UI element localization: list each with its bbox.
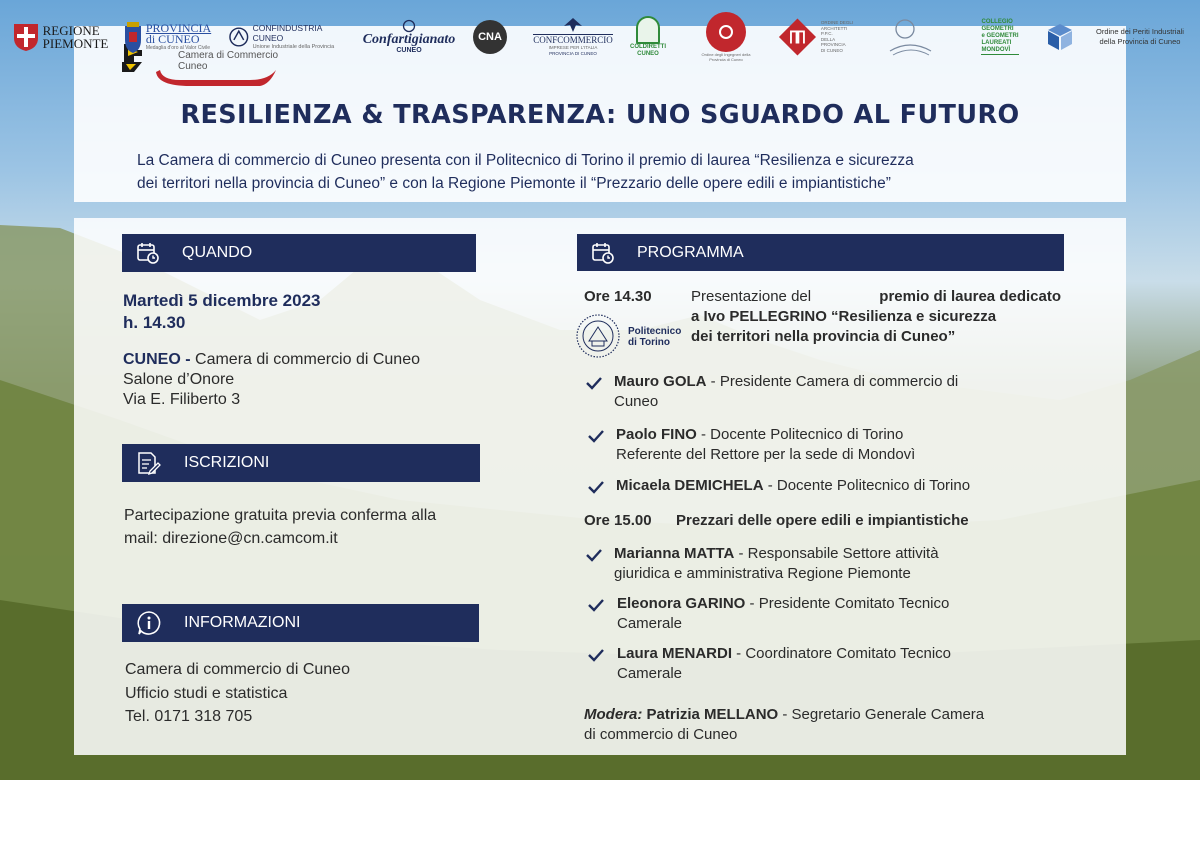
architetti-emblem-icon bbox=[778, 16, 817, 58]
informazioni-header bbox=[122, 604, 479, 642]
speaker-garino bbox=[617, 594, 949, 634]
speaker-role: - Presidente Camera di commercio di bbox=[706, 373, 959, 390]
event-date: Martedì 5 dicembre 2023 bbox=[123, 291, 321, 310]
provincia-cuneo-logo bbox=[122, 0, 212, 73]
ingegneri-emblem-icon bbox=[706, 12, 746, 52]
geometri-line5: MONDOVÌ bbox=[981, 46, 1011, 53]
check-icon bbox=[588, 648, 604, 662]
slot1-line-c: a Ivo PELLEGRINO “Resilienza e sicurezza bbox=[691, 308, 997, 325]
speaker-role: - Presidente Comitato Tecnico bbox=[745, 595, 950, 612]
moderator-role-cont: di commercio di Cuneo bbox=[584, 726, 738, 743]
iscrizioni-email: mail: direzione@cn.camcom.it bbox=[124, 530, 338, 547]
subtitle-line1: La Camera di commercio di Cuneo presenta con il Politecnico di Torino il premio di laurea “Resilienza e sicurezza bbox=[137, 152, 914, 169]
collegio-logo bbox=[880, 0, 940, 73]
provincia-line2: di CUNEO bbox=[145, 31, 200, 46]
architetti-line2: ARCHITETTI P.P.C. bbox=[820, 25, 848, 36]
ingegneri-text: Ordine degli Ingegneri della Provincia di Cuneo bbox=[701, 51, 751, 62]
periti-cube-icon bbox=[1045, 22, 1075, 52]
moderator bbox=[584, 705, 984, 745]
politecnico-seal-icon bbox=[573, 313, 623, 359]
confcommercio-line3: PROVINCIA DI CUNEO bbox=[549, 51, 597, 56]
check-icon bbox=[588, 598, 604, 612]
speaker-name: Eleonora GARINO bbox=[617, 595, 746, 612]
confcommercio-line2: IMPRESE PER L'ITALIA bbox=[548, 45, 598, 50]
event-location bbox=[123, 349, 420, 370]
speaker-role-cont: Referente del Rettore per la sede di Mondovì bbox=[616, 446, 916, 463]
speaker-name: Marianna MATTA bbox=[614, 545, 735, 562]
geometri-line2: GEOMETRI bbox=[981, 25, 1014, 32]
moderator-role: - Segretario Generale Camera bbox=[778, 706, 985, 723]
confindustria-line1: CONFINDUSTRIA CUNEO bbox=[252, 22, 322, 43]
slot1-time: Ore 14.30 bbox=[584, 288, 652, 305]
brand-line2: Cuneo bbox=[178, 61, 208, 72]
page-title: RESILIENZA & TRASPARENZA: UNO SGUARDO AL FUTURO bbox=[180, 100, 1020, 130]
speaker-name: Mauro GOLA bbox=[614, 373, 707, 390]
geometri-line4: LAUREATI bbox=[981, 39, 1012, 46]
registration-form-icon bbox=[136, 451, 162, 475]
speaker-demichela bbox=[616, 476, 970, 496]
regione-piemonte-logo bbox=[10, 0, 110, 73]
regione-line2: PIEMONTE bbox=[42, 35, 109, 51]
informazioni-label: INFORMAZIONI bbox=[184, 614, 301, 631]
coldiretti-emblem-icon bbox=[636, 16, 660, 44]
quando-header bbox=[122, 234, 476, 272]
cna-text: CNA bbox=[473, 20, 507, 54]
quando-label: QUANDO bbox=[182, 244, 253, 261]
speaker-role-cont: Camerale bbox=[617, 615, 683, 632]
page-subtitle bbox=[137, 149, 1077, 195]
iscrizioni-header bbox=[122, 444, 480, 482]
speaker-role: - Responsabile Settore attività bbox=[734, 545, 939, 562]
coldiretti-line1: COLDIRETTI bbox=[630, 43, 666, 50]
politecnico-logo-text bbox=[628, 326, 681, 348]
confartigianato-logo bbox=[360, 0, 458, 73]
slot2-title: Prezzari delle opere edili e impiantistiche bbox=[676, 512, 969, 529]
speaker-name: Micaela DEMICHELA bbox=[616, 477, 764, 494]
regione-shield-icon bbox=[12, 22, 40, 52]
regione-line1: REGIONE bbox=[42, 22, 100, 38]
event-time: h. 14.30 bbox=[123, 313, 186, 332]
check-icon bbox=[588, 480, 604, 494]
moderator-name: Patrizia MELLANO bbox=[642, 706, 779, 723]
coldiretti-line2: CUNEO bbox=[637, 50, 659, 57]
event-venue: Camera di commercio di Cuneo bbox=[190, 351, 420, 368]
speaker-fino bbox=[616, 425, 915, 465]
provincia-crest-icon bbox=[123, 20, 143, 54]
periti-emblem bbox=[1043, 0, 1077, 73]
slot1-line-d: dei territori nella provincia di Cuneo” bbox=[691, 328, 956, 345]
coldiretti-logo bbox=[628, 0, 668, 73]
geometri-logo bbox=[970, 0, 1030, 73]
programma-header bbox=[577, 234, 1064, 271]
event-street: Via E. Filiberto 3 bbox=[123, 391, 241, 408]
geometri-line1: COLLEGIO bbox=[981, 18, 1013, 25]
confcommercio-logo bbox=[530, 0, 616, 73]
info-phone: Tel. 0171 318 705 bbox=[125, 708, 253, 725]
programma-label: PROGRAMMA bbox=[637, 243, 744, 261]
brand-line1: Camera di Commercio bbox=[178, 50, 279, 61]
confcommercio-eagle-icon bbox=[562, 16, 584, 34]
politecnico-line2: di Torino bbox=[628, 337, 671, 348]
info-icon bbox=[136, 610, 162, 636]
speaker-role: - Docente Politecnico di Torino bbox=[763, 477, 971, 494]
speaker-role: - Coordinatore Comitato Tecnico bbox=[732, 645, 952, 662]
confindustria-emblem-icon bbox=[228, 26, 250, 48]
slot2-time: Ore 15.00 bbox=[584, 512, 652, 529]
periti-line1: Ordine dei Periti Industriali bbox=[1096, 26, 1184, 36]
confartigianato-line2: CUNEO bbox=[396, 47, 422, 54]
speaker-name: Paolo FINO bbox=[616, 426, 697, 443]
confindustria-logo bbox=[228, 0, 353, 73]
architetti-line4: DI CUNEO bbox=[820, 47, 843, 53]
check-icon bbox=[588, 429, 604, 443]
info-line1: Camera di commercio di Cuneo bbox=[125, 661, 350, 678]
speaker-role-cont: Camerale bbox=[617, 665, 683, 682]
confcommercio-line1: CONFCOMMERCIO bbox=[533, 35, 613, 45]
confartigianato-line1: Confartigianato bbox=[362, 32, 456, 47]
event-city: CUNEO - bbox=[123, 351, 191, 368]
provincia-tagline: Medaglia d'oro al Valor Civile bbox=[145, 44, 211, 51]
politecnico-line1: Politecnico bbox=[628, 326, 682, 337]
speaker-menardi bbox=[617, 644, 951, 684]
speaker-role-cont: Cuneo bbox=[614, 393, 659, 410]
geometri-line3: e GEOMETRI bbox=[981, 32, 1019, 39]
info-line2: Ufficio studi e statistica bbox=[125, 684, 288, 702]
calendar-clock-icon bbox=[591, 241, 615, 265]
slot1-line-b: premio di laurea dedicato bbox=[879, 288, 1061, 305]
collegio-emblem-icon bbox=[885, 17, 935, 57]
ingegneri-logo bbox=[696, 0, 756, 73]
subtitle-line2: dei territori nella provincia di Cuneo” e con la Regione Piemonte il “Prezzario delle opere edili e impiantistiche” bbox=[137, 175, 891, 192]
moderator-label: Modera: bbox=[584, 706, 643, 723]
partner-logos-footer bbox=[0, 780, 1200, 853]
provincia-line1: PROVINCIA bbox=[145, 20, 212, 35]
speaker-matta bbox=[614, 544, 939, 584]
iscrizioni-line1: Partecipazione gratuita previa conferma alla bbox=[124, 507, 437, 524]
speaker-name: Laura MENARDI bbox=[617, 645, 733, 662]
iscrizioni-text bbox=[124, 504, 436, 550]
cna-logo bbox=[470, 0, 510, 73]
event-room: Salone d’Onore bbox=[123, 371, 235, 388]
check-icon bbox=[586, 548, 602, 562]
check-icon bbox=[586, 376, 602, 390]
iscrizioni-label: ISCRIZIONI bbox=[184, 454, 270, 471]
slot1-line-a: Presentazione del bbox=[691, 288, 812, 305]
architetti-line1: ORDINE DEGLI bbox=[820, 20, 854, 25]
confindustria-line2: Unione Industriale della Provincia bbox=[252, 43, 335, 50]
speaker-role-cont: giuridica e amministrativa Regione Piemonte bbox=[614, 565, 911, 582]
slot1-description bbox=[691, 287, 1061, 347]
architetti-logo bbox=[778, 0, 858, 73]
informazioni-text bbox=[125, 658, 350, 729]
confartigianato-emblem-icon bbox=[402, 19, 416, 33]
architetti-line3: DELLA PROVINCIA bbox=[820, 36, 846, 47]
speaker-gola bbox=[614, 372, 958, 412]
periti-logo bbox=[1084, 0, 1196, 73]
calendar-clock-icon bbox=[136, 241, 160, 265]
speaker-role: - Docente Politecnico di Torino bbox=[696, 426, 904, 443]
periti-line2: della Provincia di Cuneo bbox=[1099, 36, 1181, 46]
